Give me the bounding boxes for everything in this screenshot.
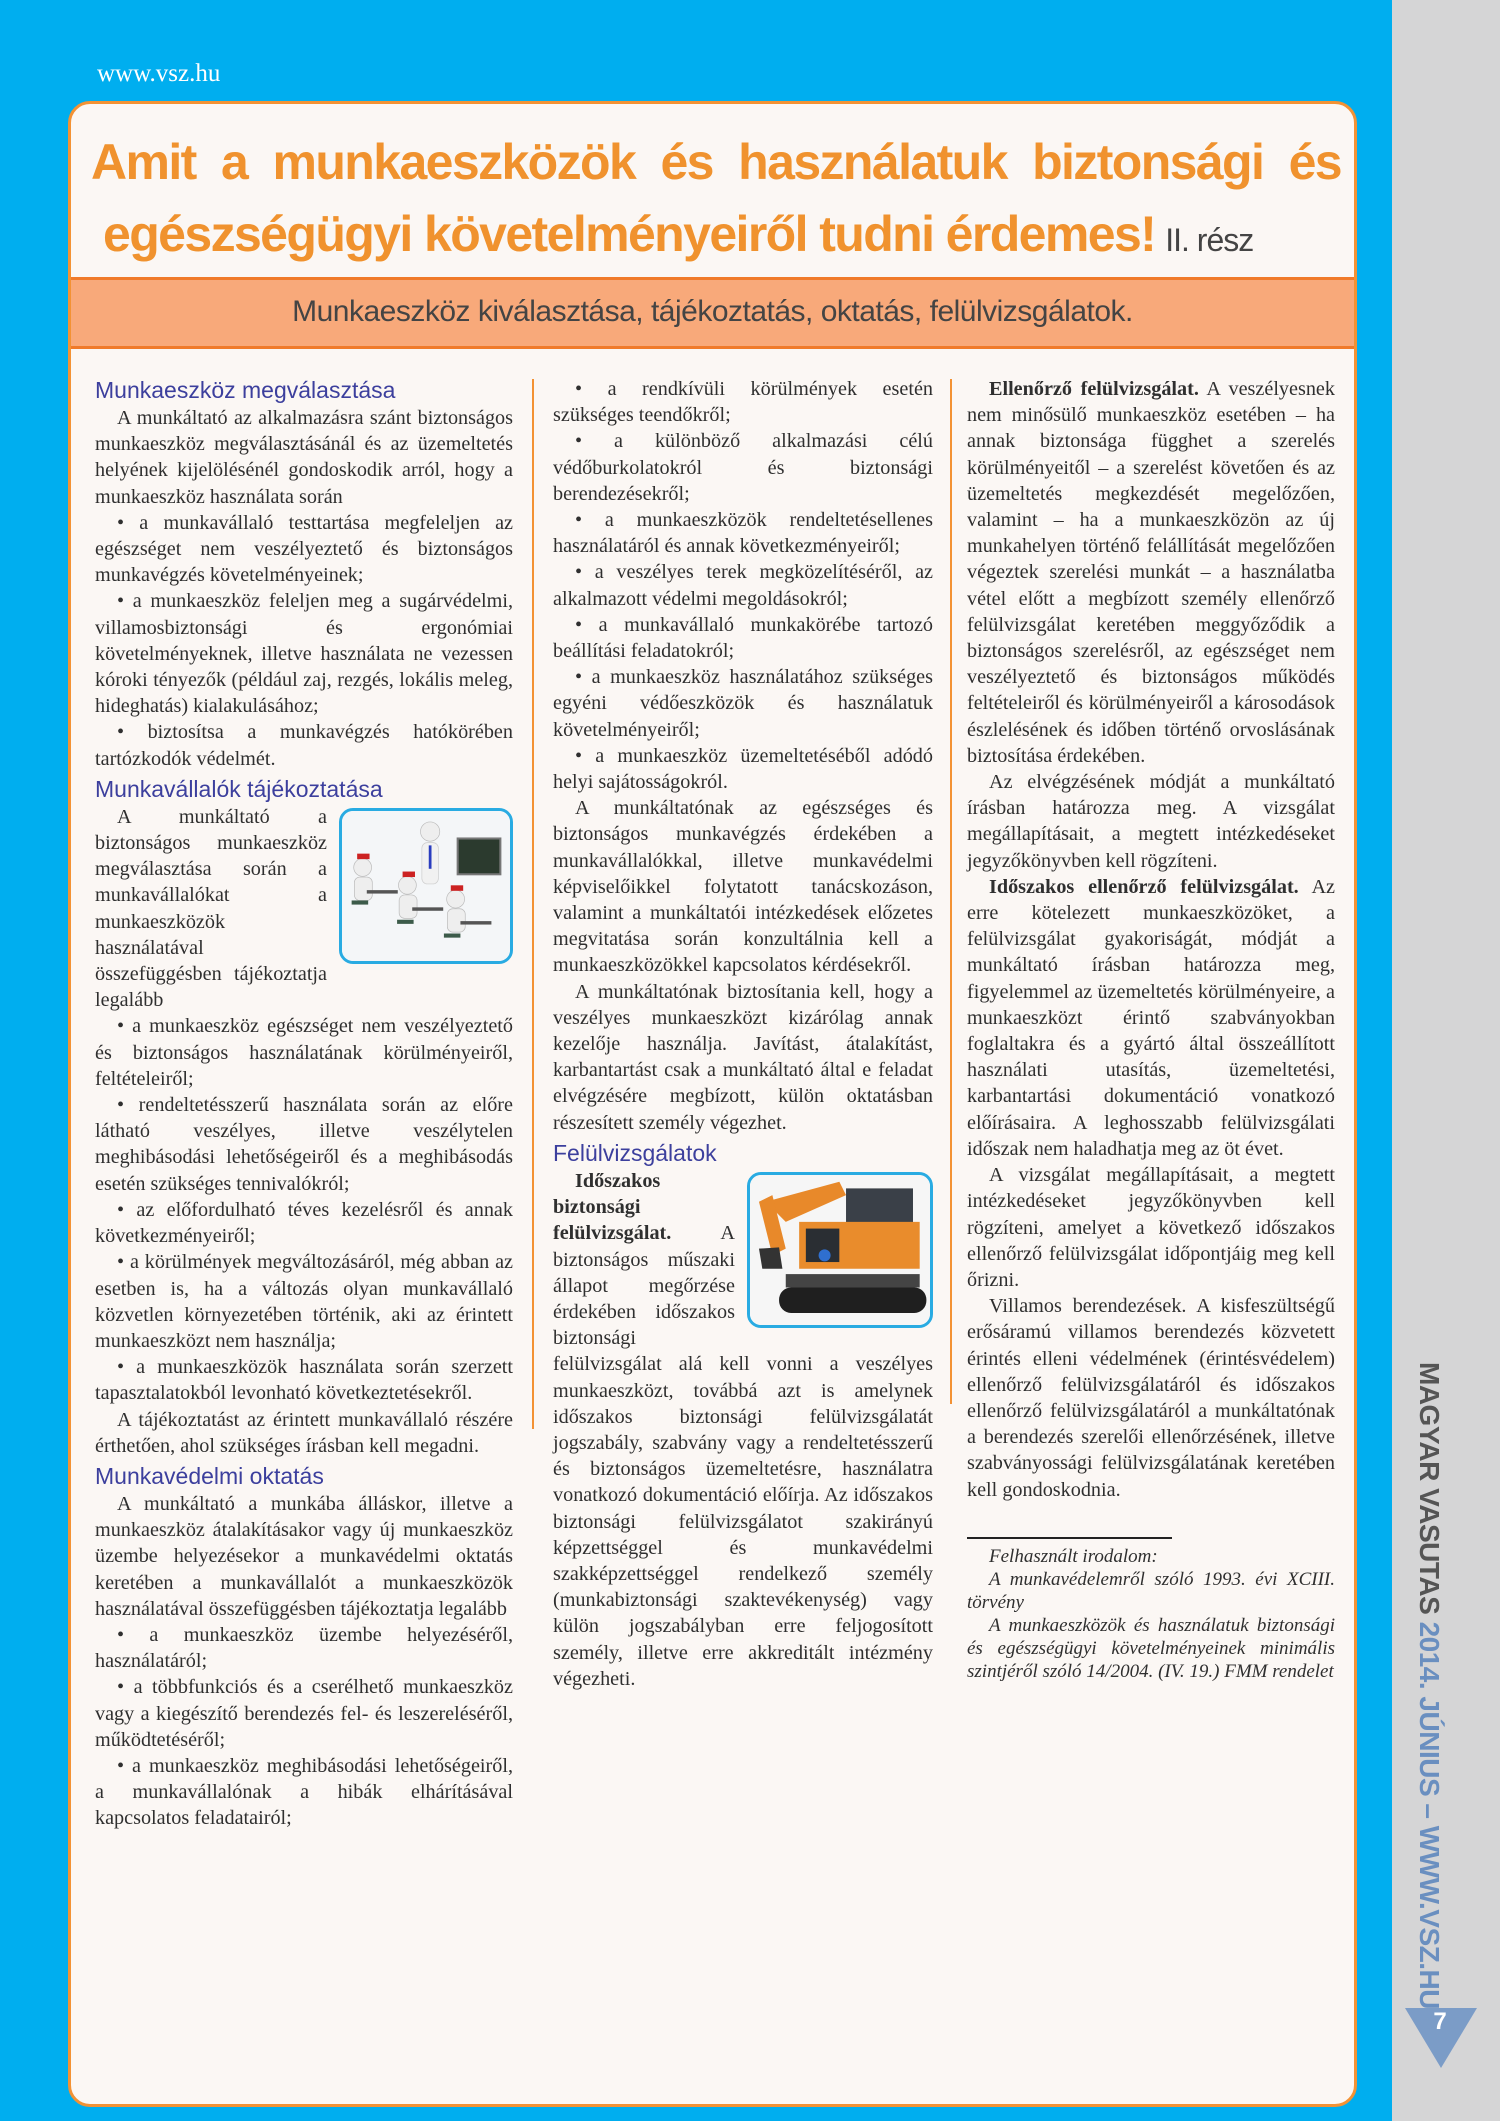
column-3 [967, 376, 1335, 1683]
paragraph-lead: Időszakos ellenőrző felülvizsgálat. [989, 875, 1299, 898]
column-divider [950, 379, 952, 1404]
side-margin [1392, 0, 1500, 2121]
article-card [68, 101, 1357, 2107]
paragraph: A munkáltató a biztonságos munkaeszköz megválasztása során a munkavállalókat a munkaeszközök használatával összefüggésben tájékoztatja legalább [95, 805, 327, 1012]
paragraph: A vizsgálat megállapításait, a megtett intézkedéseket jegyzőkönyvben kell rögzíteni, amelyet a következő időszakos ellenőrző felülvizsgálat időpontjáig meg kell őrizni. [967, 1164, 1335, 1291]
bullet-item: • a munkaeszköz feleljen meg a sugárvédelmi, villamosbiztonsági és ergonómiai követelményeknek, illetve használata ne vezessen kóroki tényezők (például zaj, rezgés, lokális meleg, hideghatás) kialakulásához; [95, 590, 513, 718]
title-line-2-text: egészségügyi követelményeiről tudni érdemes! [103, 206, 1156, 262]
paragraph: Az elvégzésének módját a munkáltató írásban határozza meg. A vizsgálat megállapításait, a megtett intézkedéseket jegyzőkönyvben kell rögzíteni. [967, 771, 1335, 872]
site-url[interactable]: www.vsz.hu [97, 60, 221, 87]
bullet-item: • a többfunkciós és a cserélhető munkaeszköz vagy a kiegészítő berendezés fel- és leszereléséről, működtetéséről; [95, 1676, 513, 1751]
subtitle-band: Munkaeszköz kiválasztása, tájékoztatás, oktatás, felülvizsgálatok. [71, 277, 1354, 349]
bullet-item: • a munkaeszköz üzemeltetéséből adódó helyi sajátosságokról. [553, 744, 933, 794]
section-heading: Felülvizsgálatok [553, 1139, 717, 1166]
magazine-footer-vertical [1412, 1362, 1445, 2009]
paragraph: A munkáltató az alkalmazásra szánt biztonságos munkaeszköz megválasztásánál és az üzemeltetés helyének kijelölésénél gondoskodik arról, hogy a munkaeszköz használata során [95, 407, 513, 508]
bullet-item: • a munkavállaló testtartása megfeleljen az egészséget nem veszélyeztető és biztonságos munkavégzés követelményeinek; [95, 511, 513, 587]
paragraph: A munkáltatónak az egészséges és biztonságos munkavégzés érdekében a munkavállalókkal, illetve munkavédelmi képviselőikkel folytatott tanácskozáson, valamint a munkáltatói intézkedések előzetes megvitatása során konzultálnia kell a munkaeszközökkel kapcsolatos kérdésekről. [553, 797, 933, 977]
paragraph-lead: Ellenőrző felülvizsgálat. [989, 378, 1199, 400]
paragraph: A tájékoztatást az érintett munkavállaló részére érthetően, ahol szükséges írásban kell megadni. [95, 1408, 513, 1457]
references [967, 1545, 1335, 1683]
bullet-item: • rendeltetésszerű használata során az előre látható veszélyes, illetve veszélytelen meghibásodási lehetőségeiről és a meghibásodás esetén szükséges tennivalókról; [95, 1094, 513, 1195]
paragraph-lead: Időszakos biztonsági felülvizsgálat. [553, 1169, 672, 1245]
section-heading: Munkavédelmi oktatás [95, 1462, 324, 1489]
bullet-item: • a munkavállaló munkakörébe tartozó beállítási feladatokról; [553, 613, 933, 663]
footer-text [1414, 1362, 1444, 2009]
bullet-item: • az előfordulható téves kezelésről és annak következményeiről; [95, 1198, 513, 1248]
column-2 [553, 376, 933, 1692]
column-1 [95, 373, 513, 1832]
bullet-item: • a munkaeszközök rendeltetésellenes használatáról és annak következményeiről; [553, 509, 933, 558]
issue-and-url: 2014. JÚNIUS – WWW.VSZ.HU [1414, 1621, 1445, 2009]
title-line-1: Amit a munkaeszközök és használatuk biztonsági és [91, 134, 1341, 190]
page-number: 7 [1433, 2008, 1447, 2035]
bullet-item: • a munkaeszköz egészséget nem veszélyeztető és biztonságos használatának körülményeiről, feltételeiről; [95, 1015, 513, 1090]
part-label: II. rész [1165, 222, 1254, 258]
bullet-item: • a rendkívüli körülmények esetén szükséges teendőkről; [553, 378, 933, 427]
paragraph [967, 874, 1335, 1162]
references-title: Felhasznált irodalom: [989, 1545, 1158, 1567]
bullet-item: • a munkaeszközök használata során szerzett tapasztalatokból levonható következtetésekről. [95, 1356, 513, 1405]
section-heading: Munkavállalók tájékoztatása [95, 775, 383, 802]
title-line-2 [91, 198, 1341, 276]
section-heading: Munkaeszköz megválasztása [95, 377, 396, 403]
article-title [91, 126, 1341, 276]
excavator-image [747, 1172, 933, 1328]
paragraph-text: A biztonságos műszaki állapot megőrzése érdekében időszakos biztonsági felülvizsgálat alá kell vonni a veszélyes munkaeszközt, továbbá azt is amelynek időszakos biztonsági felülvizsgálatát jogszabály, szabvány vagy a rendeltetésszerű és biztonságos üzemeltetésre, használatra vonatkozó dokumentáció előírja. Az időszakos biztonsági felülvizsgálatot szakirányú képzettséggel és munkavédelmi szakképzettséggel rendelkező személy (munkabiztonsági szaktevékenység) vagy külön jogszabályban erre feljogosított személy, illetve erre akkreditált intézmény végezheti. [553, 1222, 933, 1690]
bullet-item: • a munkaeszköz üzembe helyezéséről, használatáról; [95, 1623, 513, 1673]
magazine-name: MAGYAR VASUTAS [1414, 1362, 1445, 1622]
bullet-item: • biztosítsa a munkavégzés hatókörében tartózkodók védelmét. [95, 721, 513, 770]
paragraph-text: Az erre kötelezett munkaeszközöket, a felülvizsgálat gyakoriságát, módját a munkáltató írásban határozza meg, figyelemmel az üzemeltetés körülményeire, a munkaeszközt érintő szabványokban foglaltakra és a gyártó által összeállított használati utasítás, üzemeltetési, karbantartási dokumentáció vonatkozó előírásaira. A leghosszabb felülvizsgálati időszak nem haladhatja meg az öt évet. [967, 875, 1335, 1160]
paragraph-text: A veszélyesnek nem minősülő munkaeszköz esetében – ha annak biztonsága függhet a szerelés körülményeitől – a szerelést követően és az üzemeltetés megkezdését megelőzően, valamint – ha a munkaeszközön az új munkahelyen történő felállítását megelőzően végeztek szerelési munkát – a használatba vétel előtt a megbízott személy ellenőrző felülvizsgálat keretében meggyőződik a biztonságos szerelésről, az egészséget nem veszélyeztető és biztonságos működés feltételeiről és körülményeiről a károsodások észlelésének és időben történő orvoslásának biztosítása érdekében. [967, 378, 1335, 767]
paragraph: A munkáltató a munkába álláskor, illetve a munkaeszköz átalakításakor vagy új munkaeszköz üzembe helyezésekor a munkavédelmi oktatás keretében a munkavállalót a munkaeszközök használatával összefüggésben tájékoztatja legalább [95, 1492, 513, 1620]
reference-item: A munkaeszközök és használatuk biztonsági és egészségügyi követelményeinek minimális szintjéről szóló 14/2004. (IV. 19.) FMM rendelet [967, 1614, 1335, 1682]
reference-item: A munkavédelemről szóló 1993. évi XCIII. törvény [967, 1568, 1335, 1613]
training-classroom-image [339, 808, 513, 964]
bullet-item: • a különböző alkalmazási célú védőburkolatokról és biztonsági berendezésekről; [553, 430, 933, 505]
paragraph [967, 376, 1335, 769]
column-divider [532, 379, 534, 1429]
paragraph: A munkáltatónak biztosítania kell, hogy a veszélyes munkaeszközt kizárólag annak kezelője használja. Javítást, átalakítást, karbantartást csak a munkáltató által e feladat elvégzésére megbízott, külön oktatásban részesített személy végezhet. [553, 980, 933, 1134]
bullet-item: • a körülmények megváltozásáról, még abban az esetben is, ha a változás olyan munkavállaló közvetlen környezetében történik, aki az érintett munkaeszközt nem használja; [95, 1251, 513, 1352]
bullet-item: • a veszélyes terek megközelítéséről, az alkalmazott védelmi megoldásokról; [553, 561, 933, 610]
paragraph: Villamos berendezések. A kisfeszültségű erősáramú villamos berendezés közvetett érintés elleni védelmének (érintésvédelem) ellenőrző felülvizsgálatáról és időszakos ellenőrző felülvizsgálatáról a munkáltatónak a berendezés szerelői ellenőrzésének, illetve szabványossági felülvizsgálatának keretében kell gondoskodnia. [967, 1295, 1335, 1501]
bullet-item: • a munkaeszköz meghibásodási lehetőségeiről, a munkavállalónak a hibák elhárításával kapcsolatos feladatairól; [95, 1754, 513, 1830]
bullet-item: • a munkaeszköz használatához szükséges egyéni védőeszközök és használatuk követelményeiről; [553, 666, 933, 741]
references-rule [967, 1537, 1172, 1545]
